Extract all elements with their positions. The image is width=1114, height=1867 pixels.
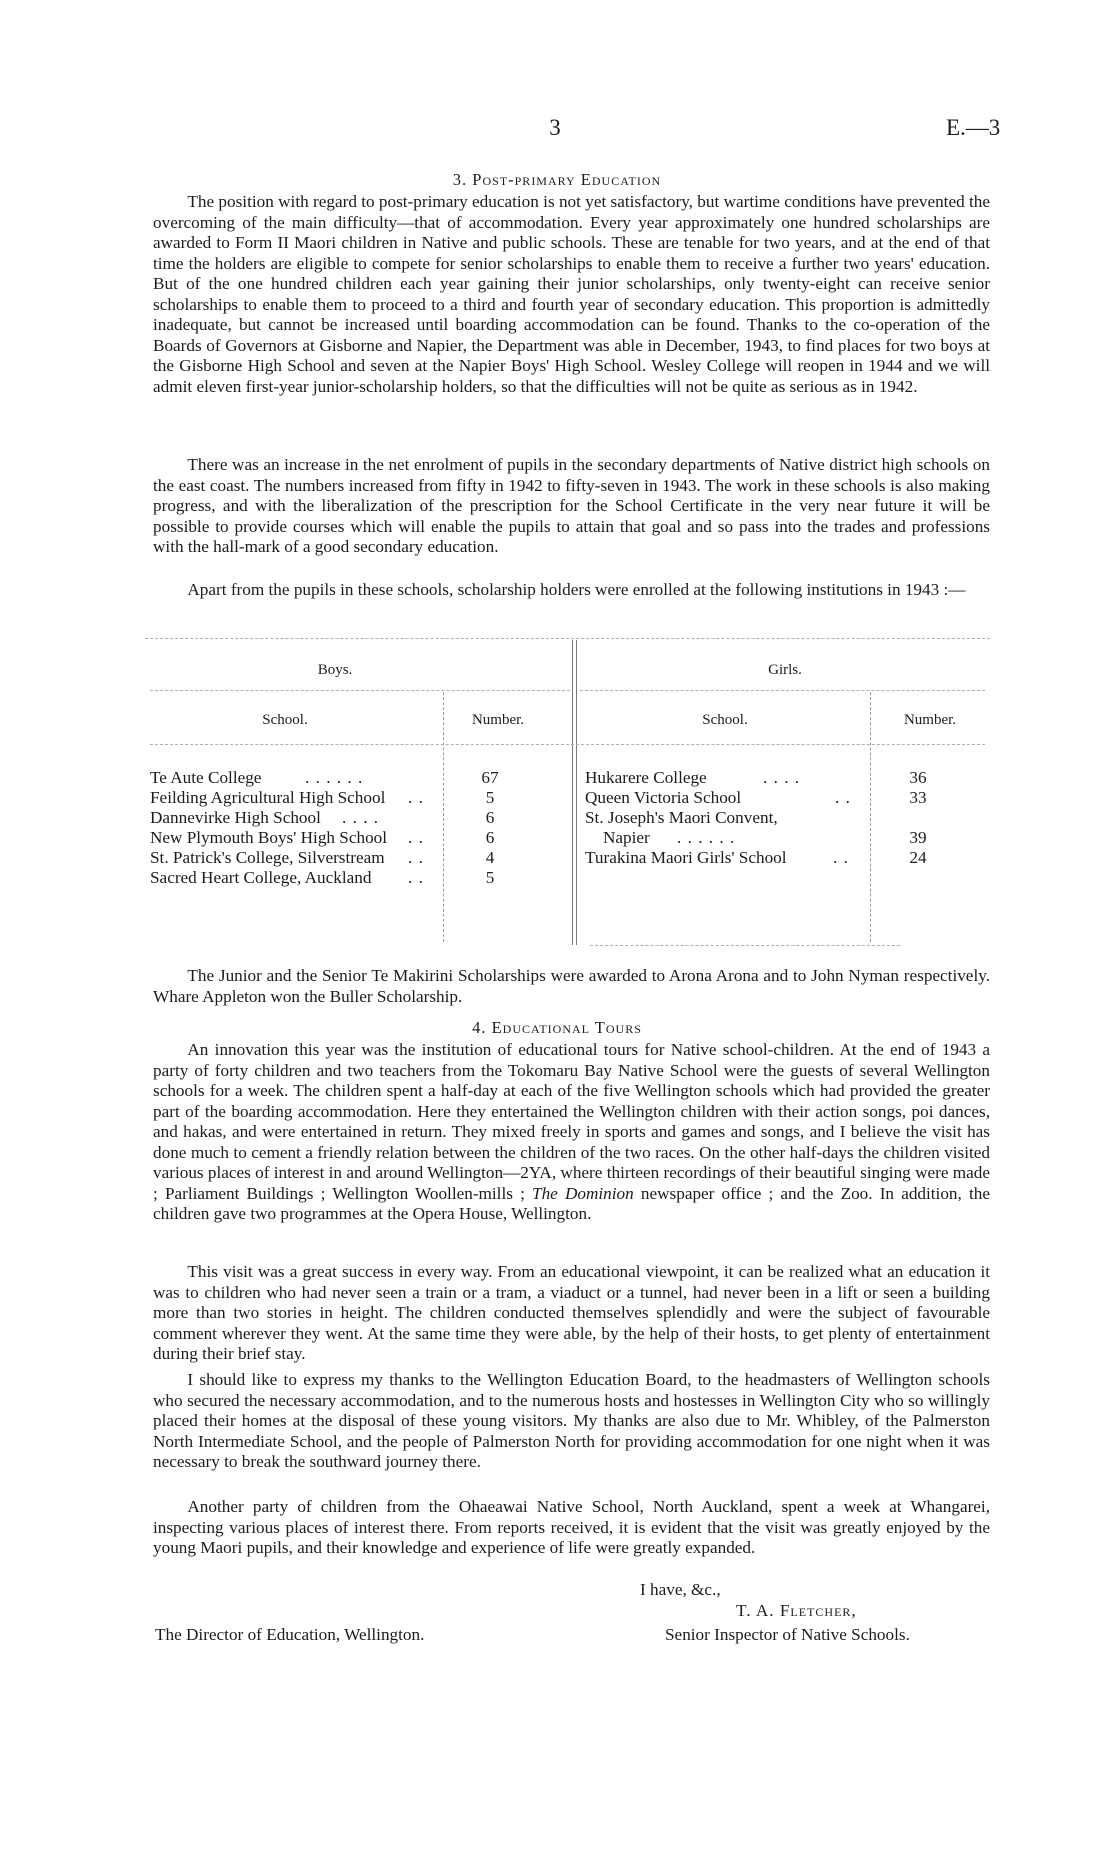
- girls-school-number: 24: [909, 848, 927, 867]
- girls-school-name: St. Joseph's Maori Convent,: [585, 808, 778, 827]
- leader-dots: . .: [833, 848, 849, 867]
- girls-school-number: 33: [909, 788, 927, 807]
- boys-subheader-rule: [150, 690, 570, 691]
- leader-dots: . . . .: [342, 808, 380, 827]
- leader-dots: . .: [835, 788, 851, 807]
- table-row: [585, 828, 985, 848]
- table-row: [150, 828, 570, 848]
- section-heading-post-primary: 3. Post-primary Education: [452, 170, 662, 189]
- boys-school-name: Dannevirke High School: [150, 808, 321, 827]
- table-row: [585, 768, 985, 788]
- paragraph-post-primary-2: There was an increase in the net enrolment of pupils in the secondary departments of Native district high schools on the east coast. The numbers increased from fifty in 1942 to fifty-seven in 1943. The work in these schools is also making progress, and with the liberalization of the prescription for the School Certificate in the very near future it will be possible to provide courses which will enable the pupils to attain that goal and so pass into the trades and professions with the hall-mark of a good secondary education.: [153, 455, 990, 556]
- salutation: I have, &c.,: [640, 1580, 721, 1599]
- leader-dots: . .: [408, 788, 424, 807]
- girls-school-column-header: School.: [702, 712, 748, 728]
- table-row: [585, 788, 985, 808]
- boys-school-number: 5: [485, 868, 495, 887]
- page-reference: E.—3: [946, 115, 1001, 140]
- girls-school-name: Napier: [603, 828, 650, 847]
- table-row: [150, 788, 570, 808]
- girls-school-number: 36: [909, 768, 927, 787]
- leader-dots: . . . . . .: [677, 828, 736, 847]
- girls-number-column-header: Number.: [903, 712, 957, 728]
- newspaper-title: The Dominion: [532, 1183, 634, 1203]
- paragraph-tours-2: This visit was a great success in every way. From an educational viewpoint, it can be realized what an education it was to children who had never seen a train or a tram, a viaduct or a tunnel, had never been in a lift or seen a building more than two stories in height. The children conducted themselves splendidly and were the subject of favourable comment wherever they went. At the same time they were able, by the help of their hosts, to get plenty of entertainment during their brief stay.: [153, 1262, 990, 1363]
- header-bottom-rule: [150, 744, 985, 745]
- signatory-name: T. A. Fletcher,: [736, 1601, 857, 1620]
- boys-school-number: 4: [485, 848, 495, 867]
- girls-subheader-rule: [580, 690, 985, 691]
- girls-header: Girls.: [768, 662, 802, 678]
- boys-number-column-header: Number.: [471, 712, 525, 728]
- tours-text-part-2: newspaper office ; and the Zoo. In addition, the children gave two programmes at the Opera House, Wellington.: [153, 1183, 990, 1223]
- paragraph-post-primary-1: The position with regard to post-primary education is not yet satisfactory, but wartime conditions have prevented the overcoming of the main difficulty—that of accommodation. Every year approximately one hundred scholarships are awarded to Form II Maori children in Native and public schools. These are tenable for two years, and at the end of that time the holders are eligible to compete for senior scholarships to enable them to receive a further two years' education. But of the one hundred children each year gaining their junior scholarships, only twenty-eight can receive senior scholarships to enable them to proceed to a third and fourth year of secondary education. This proportion is admittedly inadequate, but cannot be increased until boarding accommodation can be found. Thanks to the co-operation of the Boards of Governors at Gisborne and Napier, the Department was able in December, 1943, to find places for two boys at the Gisborne High School and seven at the Napier Boys' High School. Wesley College will reopen in 1944 and we will admit eleven first-year junior-scholarship holders, so that the difficulties will not be quite as serious as in 1942.: [153, 192, 990, 396]
- table-row: [150, 848, 570, 868]
- table-divider: [572, 640, 573, 945]
- tours-text-part-1: An innovation this year was the institution of educational tours for Native school-children. At the end of 1943 a party of forty children and two teachers from the Tokomaru Bay Native School were the guests of several Wellington schools for a week. The children spent a half-day at each of the five Wellington schools which had provided the greater part of the boarding accommodation. Here they entertained the Wellington children with their action songs, poi dances, and hakas, and were entertained in return. They mixed freely in sports and games and songs, and I believe the visit has done much to cement a friendly relation between the children of the two races. On the other half-days the children visited various places of interest in and around Wellington—2YA, where thirteen recordings of their beautiful singing were made ; Parliament Buildings ; Wellington Woollen-mills ;: [153, 1040, 990, 1203]
- paragraph-post-primary-3: Apart from the pupils in these schools, scholarship holders were enrolled at the following institutions in 1943 :—: [187, 580, 966, 599]
- boys-school-name: Sacred Heart College, Auckland: [150, 868, 372, 887]
- boys-school-number: 6: [485, 808, 495, 827]
- signatory-title: Senior Inspector of Native Schools.: [665, 1625, 910, 1644]
- leader-dots: . .: [408, 848, 424, 867]
- table-row: [585, 848, 985, 868]
- table-row: [585, 808, 985, 828]
- boys-school-number: 6: [485, 828, 495, 847]
- boys-school-name: New Plymouth Boys' High School: [150, 828, 388, 847]
- boys-school-name: St. Patrick's College, Silverstream: [150, 848, 385, 867]
- boys-school-column-header: School.: [262, 712, 308, 728]
- boys-school-name: Feilding Agricultural High School: [150, 788, 386, 807]
- girls-school-number: 39: [909, 828, 927, 847]
- leader-dots: . . . .: [763, 768, 801, 787]
- girls-school-name: Queen Victoria School: [585, 788, 742, 807]
- table-bottom-rule: [590, 945, 900, 946]
- section-heading-tours: 4. Educational Tours: [472, 1018, 642, 1037]
- table-row: [150, 868, 570, 888]
- page-number: 3: [549, 115, 561, 140]
- boys-school-name: Te Aute College: [150, 768, 262, 787]
- paragraph-tours-3: I should like to express my thanks to the Wellington Education Board, to the headmasters of Wellington schools who secured the necessary accommodation, and to the numerous hosts and hostesses in Wellington City who so willingly placed their homes at the disposal of these young visitors. My thanks are also due to Mr. Whibley, of the Palmerston North Intermediate School, and the people of Palmerston North for providing accommodation for one night when it was necessary to break the southward journey there.: [153, 1370, 990, 1471]
- girls-school-name: Turakina Maori Girls' School: [585, 848, 787, 867]
- addressee: The Director of Education, Wellington.: [155, 1625, 425, 1644]
- table-divider-double: [576, 640, 577, 945]
- boys-header: Boys.: [317, 662, 353, 678]
- boys-school-number: 67: [481, 768, 499, 787]
- paragraph-tours-4: Another party of children from the Ohaeawai Native School, North Auckland, spent a week at Whangarei, inspecting various places of interest there. From reports received, it is evident that the visit was greatly enjoyed by the young Maori pupils, and their knowledge and experience of life were greatly expanded.: [153, 1497, 990, 1557]
- leader-dots: . . . . . .: [305, 768, 364, 787]
- table-top-rule: [145, 638, 990, 639]
- table-row: [150, 808, 570, 828]
- girls-school-name: Hukarere College: [585, 768, 707, 787]
- leader-dots: . .: [408, 828, 424, 847]
- paragraph-tours-1: [153, 1040, 990, 1225]
- table-row: [150, 768, 570, 788]
- boys-school-number: 5: [485, 788, 495, 807]
- leader-dots: . .: [408, 868, 424, 887]
- paragraph-scholarships-awarded: The Junior and the Senior Te Makirini Scholarships were awarded to Arona Arona and to John Nyman respectively. Whare Appleton won the Buller Scholarship.: [153, 966, 990, 1006]
